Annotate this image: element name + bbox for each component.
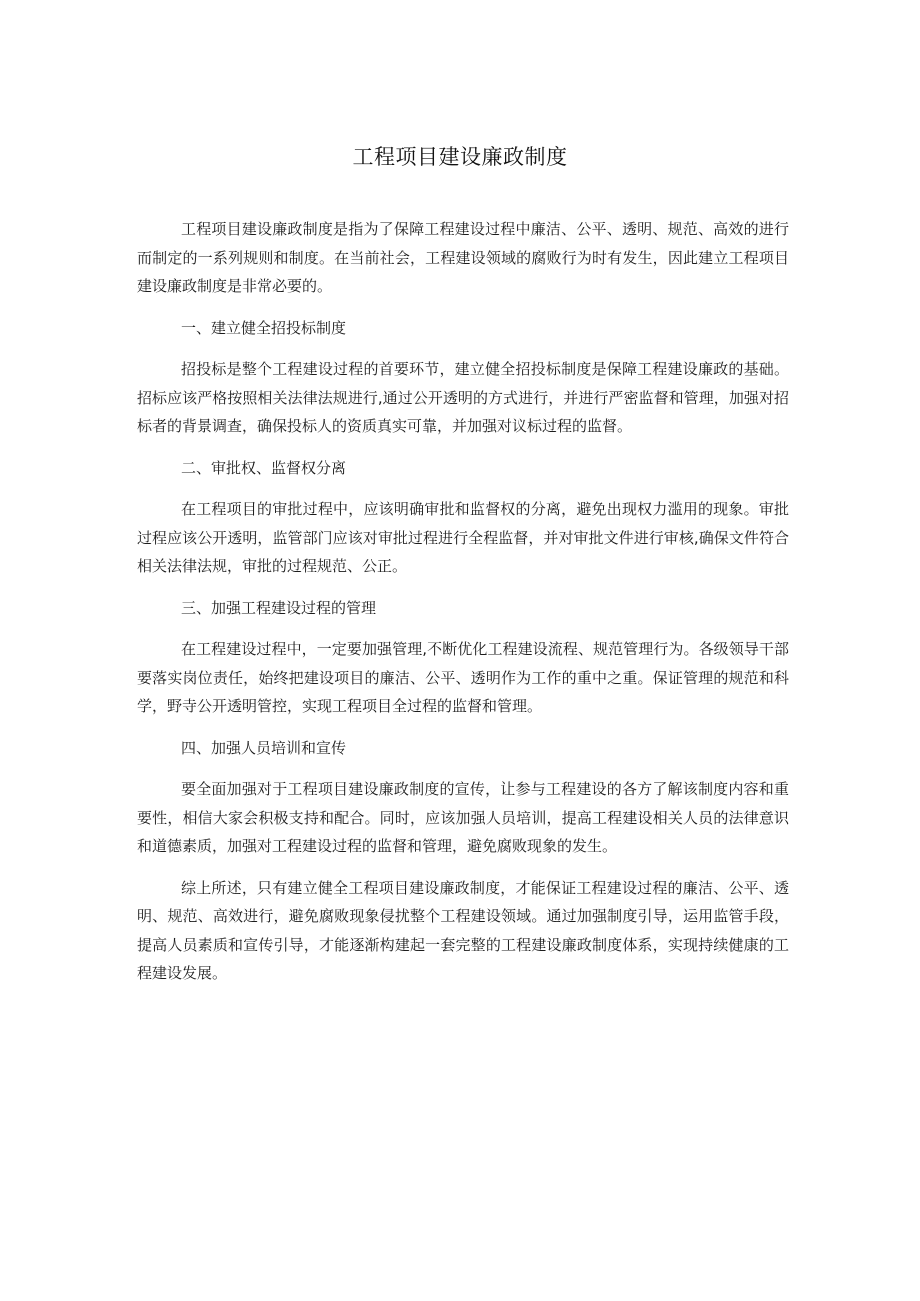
intro-paragraph: 工程项目建设廉政制度是指为了保障工程建设过程中廉洁、公平、透明、规范、高效的进行而制定的一系列规则和制度。在当前社会，工程建设领域的腐败行为时有发生，因此建立工程项目建设廉政制度是非常必要的。 <box>137 220 789 295</box>
section-heading-2: 二、审批权、监督权分离 <box>181 458 347 477</box>
section-body-1: 招投标是整个工程建设过程的首要环节，建立健全招投标制度是保障工程建设廉政的基础。招标应该严格按照相关法律法规进行,通过公开透明的方式进行，并进行严密监督和管理，加强对招标者的背景调查，确保投标人的资质真实可靠，并加强对议标过程的监督。 <box>137 360 789 435</box>
section-body-3: 在工程建设过程中，一定要加强管理,不断优化工程建设流程、规范管理行为。各级领导干部要落实岗位责任，始终把建设项目的廉洁、公平、透明作为工作的重中之重。保证管理的规范和科学，野寺公开透明管控，实现工程项目全过程的监督和管理。 <box>137 640 789 715</box>
section-body-4: 要全面加强对于工程项目建设廉政制度的宣传，让参与工程建设的各方了解该制度内容和重要性，相信大家会积极支持和配合。同时，应该加强人员培训，提高工程建设相关人员的法律意识和道德素质，加强对工程建设过程的监督和管理，避免腐败现象的发生。 <box>137 780 789 855</box>
document-title: 工程项目建设廉政制度 <box>352 145 568 169</box>
section-heading-4: 四、加强人员培训和宣传 <box>181 738 347 757</box>
section-body-2: 在工程项目的审批过程中，应该明确审批和监督权的分离，避免出现权力滥用的现象。审批过程应该公开透明，监管部门应该对审批过程进行全程监督，并对审批文件进行审核,确保文件符合相关法律法规，审批的过程规范、公正。 <box>137 500 789 575</box>
section-heading-3: 三、加强工程建设过程的管理 <box>181 598 377 617</box>
conclusion-paragraph: 综上所述，只有建立健全工程项目建设廉政制度，才能保证工程建设过程的廉洁、公平、透明、规范、高效进行，避免腐败现象侵扰整个工程建设领域。通过加强制度引导，运用监管手段，提高人员素质和宣传引导，才能逐渐构建起一套完整的工程建设廉政制度体系，实现持续健康的工程建设发展。 <box>137 878 789 982</box>
section-heading-1: 一、建立健全招投标制度 <box>181 318 347 337</box>
document-body <box>137 215 789 1001</box>
